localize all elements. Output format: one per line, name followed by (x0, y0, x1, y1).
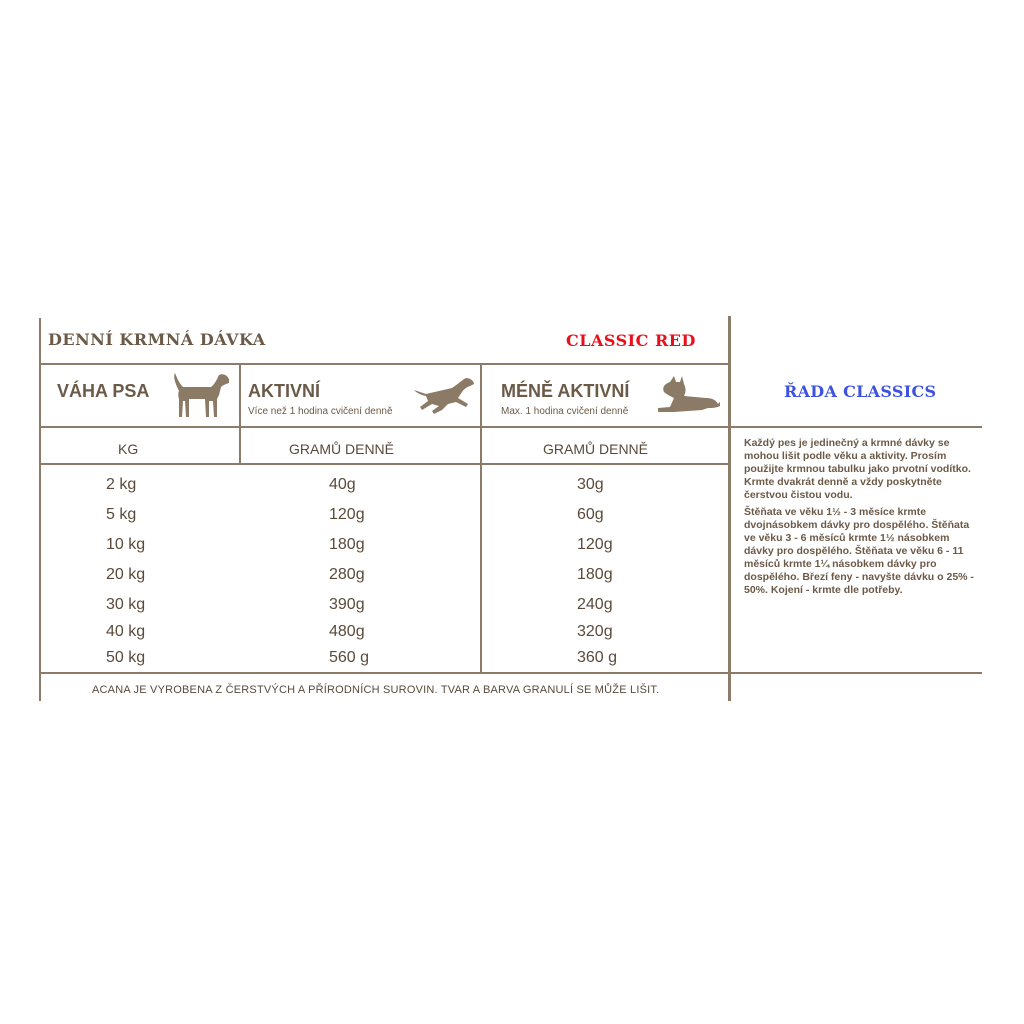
weight-cell: 5 kg (106, 506, 137, 523)
less-active-cell: 120g (577, 536, 613, 553)
column-subtitle-less-active: Max. 1 hodina cvičení denně (501, 406, 629, 417)
weight-cell: 20 kg (106, 566, 146, 583)
weight-cell: 50 kg (106, 649, 146, 666)
weight-cell: 40 kg (106, 623, 146, 640)
column-header-active: AKTIVNÍ (248, 381, 320, 401)
column-subtitle-active: Více než 1 hodina cvičení denně (248, 406, 393, 417)
unit-weight: KG (118, 441, 139, 457)
column-divider-1 (239, 363, 241, 465)
weight-cell: 30 kg (106, 596, 146, 613)
product-name: CLASSIC RED (566, 331, 696, 350)
table-footer-note: ACANA JE VYROBENA Z ČERSTVÝCH A PŘÍRODNÍCH SUROVIN. TVAR A BARVA GRANULÍ SE MŮŽE LIŠIT. (92, 684, 660, 696)
table-title: DENNÍ KRMNÁ DÁVKA (48, 330, 266, 349)
body-bottom-separator (39, 672, 982, 674)
icon-row-separator (39, 426, 982, 428)
active-cell: 280g (329, 566, 365, 583)
series-title: ŘADA CLASSICS (784, 382, 937, 401)
unit-less-active: GRAMŮ DENNĚ (543, 441, 649, 457)
active-cell: 560 g (329, 649, 370, 666)
weight-cell: 2 kg (106, 476, 137, 493)
less-active-cell: 180g (577, 566, 613, 583)
less-active-cell: 360 g (577, 649, 618, 666)
feeding-note-puppies: Štěňata ve věku 1½ - 3 měsíce krmte dvojnásobkem dávky pro dospělého. Štěňata ve věku 3 - 6 měsíců krmte 1½ násobkem dávky pro dospělého. Štěňata ve věku 6 - 11 měsíců krmte 1¼ násobkem dávky pro dospělého. Březí feny - navyšte dávku o 25% - 50%. Kojení - krmte dle potřeby. (744, 506, 974, 596)
less-active-cell: 320g (577, 623, 613, 640)
column-header-weight: VÁHA PSA (57, 381, 150, 401)
unit-active: GRAMŮ DENNĚ (289, 441, 395, 457)
standing-dog-icon (171, 369, 231, 419)
feeding-note-general: Každý pes je jedinečný a krmné dávky se mohou lišit podle věku a aktivity. Prosím použijte krmnou tabulku jako prvotní vodítko. Krmte dvakrát denně a vždy poskytněte čerstvou čistou vodu. (744, 437, 971, 501)
unit-row-separator (39, 463, 731, 465)
less-active-cell: 240g (577, 596, 613, 613)
active-cell: 480g (329, 623, 365, 640)
running-dog-icon (412, 374, 476, 416)
column-header-less-active: MÉNĚ AKTIVNÍ (501, 381, 630, 401)
active-cell: 120g (329, 506, 365, 523)
table-left-border (39, 318, 41, 701)
header-separator (39, 363, 731, 365)
active-cell: 390g (329, 596, 365, 613)
active-cell: 180g (329, 536, 365, 553)
feeding-note (744, 437, 982, 601)
lying-dog-icon (656, 376, 722, 414)
less-active-cell: 30g (577, 476, 604, 493)
column-divider-2 (480, 363, 482, 674)
weight-cell: 10 kg (106, 536, 146, 553)
less-active-cell: 60g (577, 506, 604, 523)
active-cell: 40g (329, 476, 356, 493)
table-right-border (728, 316, 731, 701)
